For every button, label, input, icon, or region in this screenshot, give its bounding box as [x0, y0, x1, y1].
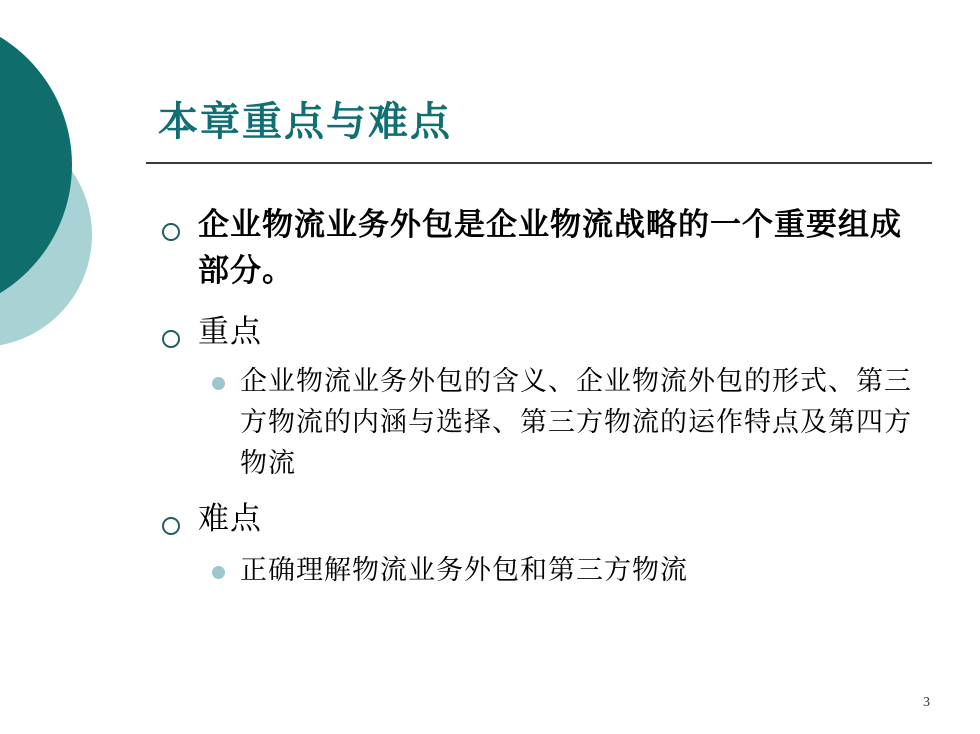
- slide-title: 本章重点与难点: [158, 98, 452, 145]
- hollow-circle-bullet-icon: [162, 223, 180, 241]
- sub-bullet-text: 正确理解物流业务外包和第三方物流: [240, 555, 688, 586]
- filled-circle-bullet-icon: [212, 566, 225, 579]
- hollow-circle-bullet-icon: [162, 330, 180, 348]
- bullet-text: 企业物流业务外包是企业物流战略的一个重要组成部分。: [198, 207, 902, 289]
- title-divider: [146, 162, 932, 164]
- hollow-circle-bullet-icon: [162, 517, 180, 535]
- bullet-text: 难点: [198, 501, 262, 537]
- decorative-circles: [0, 0, 120, 420]
- filled-circle-bullet-icon: [212, 377, 225, 390]
- bullet-text: 重点: [198, 314, 262, 350]
- sub-bullet-text: 企业物流业务外包的含义、企业物流外包的形式、第三方物流的内涵与选择、第三方物流的运作特点及第四方物流: [240, 366, 912, 479]
- page-number: 3: [923, 695, 930, 710]
